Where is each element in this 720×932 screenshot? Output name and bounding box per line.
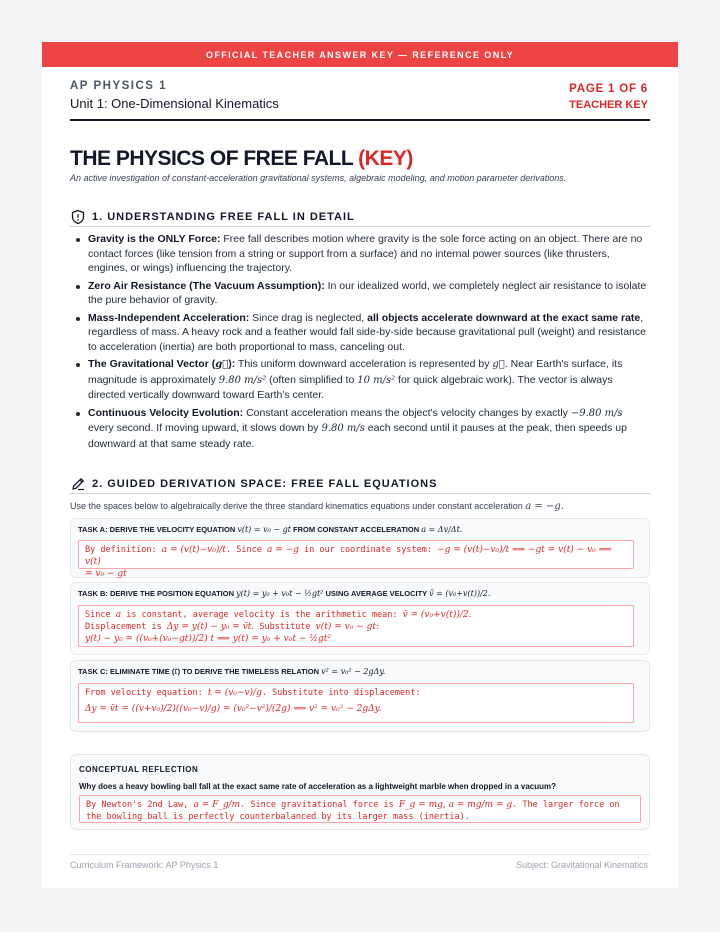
math-g-vector: g⃗ [492, 359, 505, 370]
math-9-80-s: 9.80 m/s [321, 423, 365, 434]
course-name: AP PHYSICS 1 [70, 80, 168, 92]
footer-subject: Subject: Gravitational Kinematics [515, 860, 648, 870]
bullet-mass-independent [70, 311, 650, 355]
bullet-text: Free fall describes motion where gravity is the sole force acting on an object. There are no contact forces (like tension from a string or support from a surface) and no internal power sources (like thrusters, engines, or wings) influencing the trajectory. [88, 233, 643, 274]
page-title [70, 147, 413, 171]
answer-text: . The larger force on [512, 800, 620, 810]
answer-text: in our coordinate system: [298, 545, 438, 555]
answer-line [85, 633, 627, 645]
intro-math: a = −g. [525, 501, 564, 512]
answer-key-banner: OFFICIAL TEACHER ANSWER KEY — REFERENCE ONLY [42, 42, 678, 67]
answer-math: −g = (v(t)−v₀)/t ⟹ −gt = v(t) − v₀ ⟹ v(t) [85, 545, 612, 567]
answer-text: Substitute [254, 622, 316, 632]
task-c-label [78, 667, 385, 676]
answer-math: a = −g [266, 545, 299, 555]
task-b-label [78, 589, 490, 598]
task-c-answer-box[interactable] [78, 683, 634, 723]
term-math: g⃗ [215, 359, 229, 370]
worksheet-page [42, 42, 678, 888]
teacher-key-badge: TEACHER KEY [569, 99, 648, 111]
bullet-text: every second. If moving upward, it slows down by [88, 422, 322, 434]
section-2-heading [70, 475, 650, 494]
label-text: ) TO DERIVE THE TIMELESS RELATION [177, 667, 322, 676]
answer-line [85, 621, 627, 633]
reflection-heading: CONCEPTUAL REFLECTION [79, 765, 199, 774]
term-end: ): [228, 358, 236, 370]
answer-line [86, 811, 634, 823]
title-key: (KEY) [358, 147, 413, 170]
answer-text: . Substitute into displacement: [261, 688, 421, 698]
answer-text: Displacement is [85, 622, 167, 632]
intro-text: Use the spaces below to algebraically derive the three standard kinematics equations under constant acceleration [70, 501, 526, 511]
section-2-title: 2. GUIDED DERIVATION SPACE: FREE FALL EQUATIONS [92, 478, 438, 490]
bullet-text: each second until it pauses at the peak, then speeds up downward at that same steady rate. [88, 422, 627, 450]
answer-line [85, 568, 627, 580]
math-9-80: 9.80 m/s² [218, 374, 267, 386]
label-math: t [174, 667, 178, 676]
answer-math: a = (v(t)−v₀)/t [161, 545, 227, 555]
reflection-question: Why does a heavy bowling ball fall at the exact same rate of acceleration as a lightweight marble when dropped in a vacuum? [79, 782, 557, 791]
answer-math: v̄ = (v₀+v(t))/2. [402, 610, 472, 620]
reflection-answer-box[interactable] [79, 795, 641, 823]
shield-icon [70, 209, 86, 225]
bullet-term: Continuous Velocity Evolution: [88, 406, 244, 419]
answer-line [85, 544, 627, 568]
task-b-card [70, 582, 650, 655]
label-text: FROM CONSTANT ACCELERATION [290, 525, 422, 534]
label-text: TASK C: ELIMINATE TIME ( [78, 667, 175, 676]
section-1-title: 1. UNDERSTANDING FREE FALL IN DETAIL [92, 211, 355, 223]
bullet-term [88, 358, 235, 370]
section-1-heading [70, 208, 650, 227]
label-text: TASK B: DERIVE THE POSITION EQUATION [78, 589, 237, 598]
pencil-icon [70, 476, 86, 492]
task-a-label [78, 525, 462, 534]
label-text: TASK A: DERIVE THE VELOCITY EQUATION [78, 525, 238, 534]
term-text: The Gravitational Vector ( [88, 358, 216, 370]
answer-math: y(t) − y₀ = ((v₀+(v₀−gt))/2) t ⟹ y(t) = y₀ + v₀t − ½gt² [85, 634, 331, 644]
label-text: USING AVERAGE VELOCITY [323, 589, 430, 598]
label-math: v̄ = (v₀+v(t))/2. [429, 589, 491, 598]
bullet-text: (often simplified to [266, 373, 358, 386]
answer-math: t = (v₀−v)/g [207, 688, 262, 698]
bullet-term: Mass-Independent Acceleration: [88, 311, 250, 324]
bullet-text: Since drag is neglected, [249, 311, 368, 324]
answer-text: is constant, average velocity is the arithmetic mean: [121, 610, 403, 620]
footer-framework: Curriculum Framework: AP Physics 1 [70, 860, 219, 870]
bullet-text: for quick algebraic work). The vector is always directed vertically downward toward Earth's center. [88, 373, 613, 401]
bullet-emphasis: all objects accelerate downward at the exact same rate [367, 311, 641, 324]
task-c-card [70, 660, 650, 732]
bullet-text: , regardless of mass. A heavy rock and a feather would fall side-by-side because gravitational pull (weight) and resistance to acceleration (inertia) are both proportional to mass, canceling out. [88, 311, 646, 353]
task-b-answer-box[interactable] [78, 605, 634, 647]
answer-text: . Since gravitational force is [240, 800, 399, 810]
page-number: PAGE 1 OF 6 [569, 83, 648, 95]
answer-math: F_g = mg, a = mg/m = g [398, 800, 513, 810]
answer-text: the bowling ball is perfectly counterbalanced by its larger mass (inertia). [86, 812, 470, 822]
bullet-text: This uniform downward acceleration is represented by [235, 358, 493, 370]
bullet-velocity-evolution [70, 406, 650, 452]
answer-math: Δy = y(t) − y₀ = v̄t. [166, 622, 255, 632]
bullet-text: . Near Earth's surface, its magnitude is approximately [88, 358, 623, 386]
bullet-text: In our idealized world, we completely neglect air resistance to isolate the pure behavior of gravity. [88, 279, 647, 306]
unit-title: Unit 1: One-Dimensional Kinematics [70, 96, 279, 111]
label-math: v(t) = v₀ − gt [237, 525, 291, 534]
reflection-card [70, 754, 650, 830]
bullet-text: Constant acceleration means the object's velocity changes by exactly [243, 406, 571, 419]
footer-divider [70, 854, 650, 855]
title-main: THE PHYSICS OF FREE FALL [70, 147, 359, 170]
math-neg-9-80: −9.80 m/s [570, 407, 623, 419]
answer-text: From velocity equation: [85, 688, 208, 698]
page-subtitle: An active investigation of constant-acceleration gravitational systems, algebraic modeling, and motion parameter derivations. [70, 173, 567, 183]
label-math: y(t) = y₀ + v₀t − ½gt² [236, 589, 324, 598]
bullet-gravity-vector [70, 357, 650, 403]
answer-text: By definition: [85, 545, 162, 555]
bullet-gravity-only [70, 232, 650, 276]
answer-text: . Since [226, 545, 267, 555]
answer-math: a [115, 610, 122, 620]
task-a-card [70, 518, 650, 578]
answer-line [85, 703, 627, 715]
answer-line [86, 799, 634, 811]
answer-math: v(t) = v₀ − gt: [315, 622, 380, 632]
answer-line [85, 609, 627, 621]
header-divider [70, 119, 650, 121]
free-fall-bullets [70, 232, 650, 454]
answer-math: = v₀ − gt [85, 569, 127, 579]
answer-math: Δy = v̄t = ((v+v₀)/2)((v₀−v)/g) = (v₀²−v²)/(2g) ⟹ v² = v₀² − 2gΔy. [85, 704, 382, 714]
math-10: 10 m/s² [357, 374, 396, 386]
bullet-zero-air [70, 279, 650, 308]
label-math: a = Δv/Δt. [421, 525, 463, 534]
bullet-term: Gravity is the ONLY Force: [88, 233, 221, 245]
bullet-term: Zero Air Resistance (The Vacuum Assumption): [88, 279, 325, 292]
answer-math: a = F_g/m [193, 800, 241, 810]
answer-line [85, 687, 627, 699]
answer-text: By Newton's 2nd Law, [86, 800, 194, 810]
answer-text: Since [85, 610, 116, 620]
derivation-intro [70, 501, 564, 512]
task-a-answer-box[interactable] [78, 540, 634, 579]
label-math: v² = v₀² − 2gΔy. [321, 667, 386, 676]
